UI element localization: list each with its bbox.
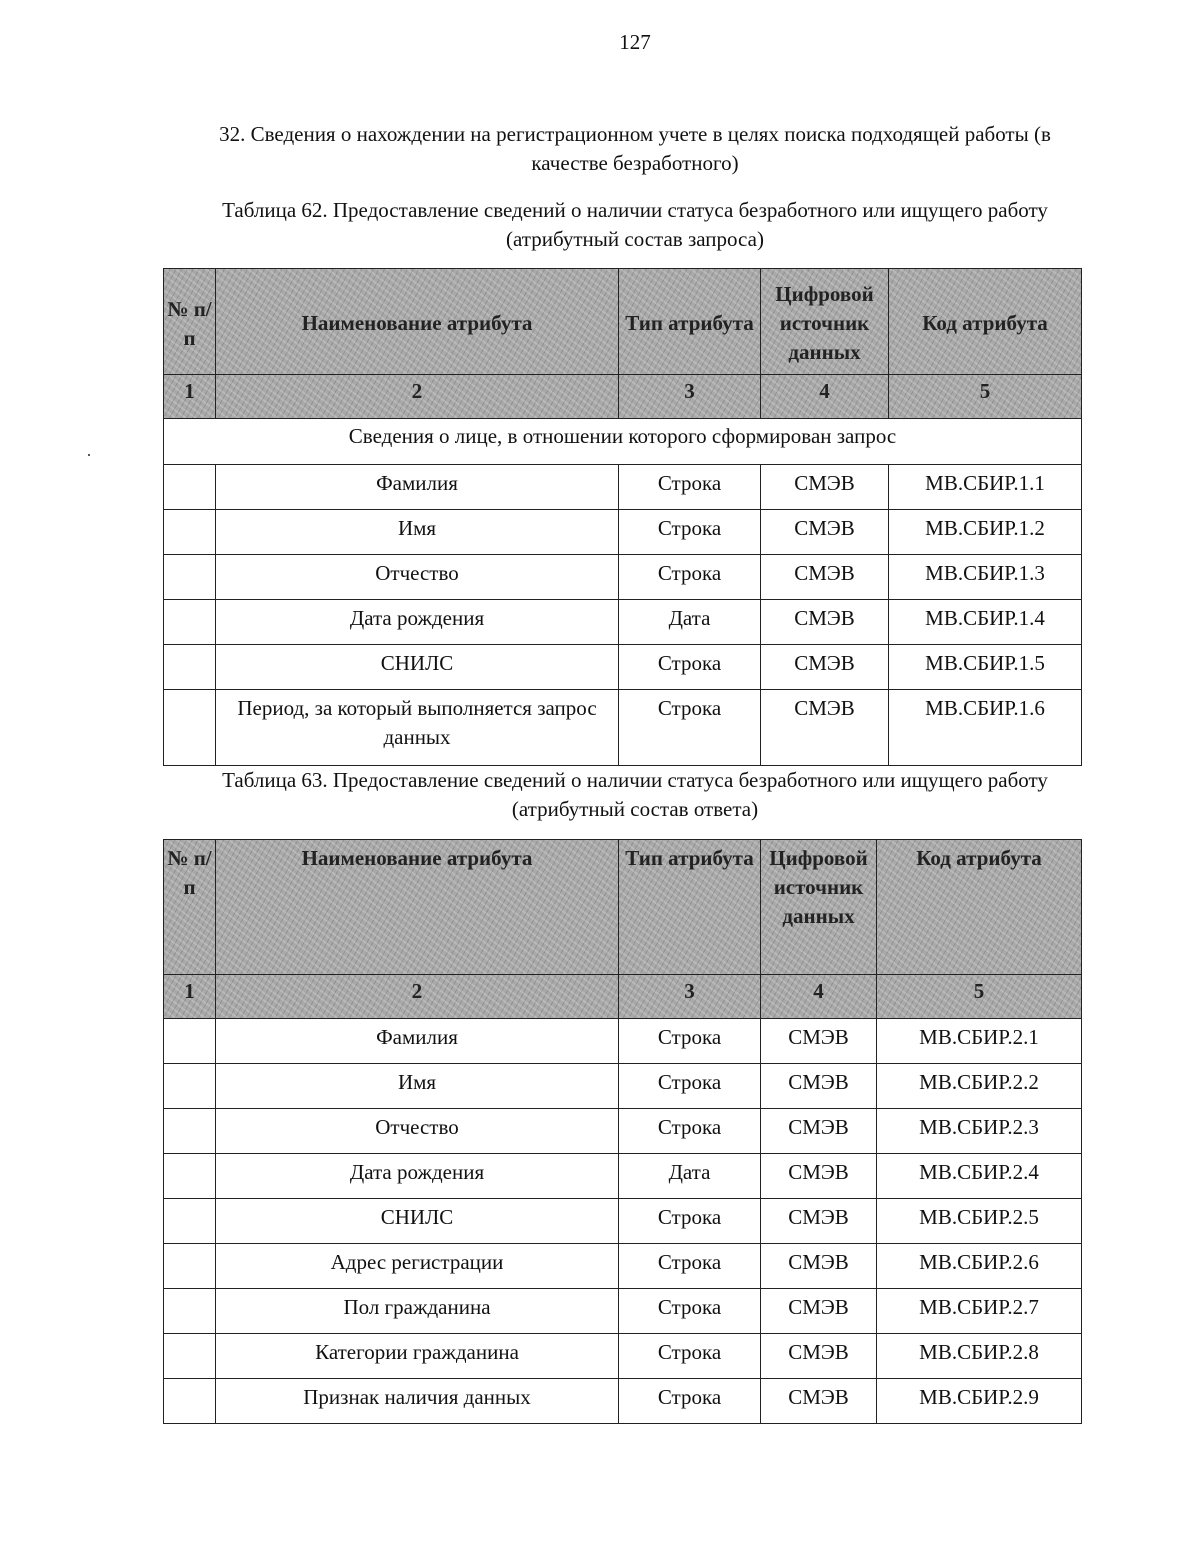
cell-attribute-name: Пол гражданина [216, 1289, 619, 1334]
cell-attribute-type: Строка [619, 465, 761, 510]
table-63-header-row [164, 840, 1082, 975]
header-attribute-code: Код атрибута [889, 269, 1082, 375]
cell-attribute-type: Строка [619, 1379, 761, 1424]
cell-number [164, 1334, 216, 1379]
table-row [164, 1244, 1082, 1289]
cell-number [164, 1199, 216, 1244]
table-row [164, 600, 1082, 645]
column-number: 1 [164, 375, 216, 419]
column-number: 4 [761, 975, 877, 1019]
cell-attribute-type: Строка [619, 1064, 761, 1109]
cell-number [164, 510, 216, 555]
cell-number [164, 690, 216, 766]
cell-data-source: СМЭВ [761, 510, 889, 555]
header-data-source: Цифровой источник данных [761, 840, 877, 975]
table-row [164, 465, 1082, 510]
table-row [164, 1109, 1082, 1154]
cell-number [164, 1109, 216, 1154]
cell-number [164, 465, 216, 510]
column-number: 2 [216, 975, 619, 1019]
cell-attribute-code: МВ.СБИР.2.2 [877, 1064, 1082, 1109]
cell-data-source: СМЭВ [761, 690, 889, 766]
cell-attribute-name: Имя [216, 1064, 619, 1109]
cell-number [164, 600, 216, 645]
cell-number [164, 1289, 216, 1334]
table-63 [163, 839, 1082, 1424]
table-row [164, 690, 1082, 766]
cell-attribute-type: Строка [619, 555, 761, 600]
table-row [164, 1154, 1082, 1199]
cell-data-source: СМЭВ [761, 600, 889, 645]
cell-attribute-type: Дата [619, 600, 761, 645]
column-number: 3 [619, 375, 761, 419]
column-number: 5 [889, 375, 1082, 419]
table-63-column-numbers [164, 975, 1082, 1019]
cell-number [164, 1064, 216, 1109]
cell-attribute-name: Фамилия [216, 1019, 619, 1064]
cell-attribute-type: Строка [619, 510, 761, 555]
cell-number [164, 645, 216, 690]
cell-attribute-code: МВ.СБИР.2.4 [877, 1154, 1082, 1199]
table-row [164, 645, 1082, 690]
cell-attribute-code: МВ.СБИР.1.1 [889, 465, 1082, 510]
cell-attribute-type: Дата [619, 1154, 761, 1199]
table-row [164, 1379, 1082, 1424]
cell-attribute-name: Адрес регистрации [216, 1244, 619, 1289]
cell-attribute-type: Строка [619, 1109, 761, 1154]
scan-speck [88, 454, 90, 456]
cell-attribute-name: Отчество [216, 1109, 619, 1154]
cell-attribute-type: Строка [619, 645, 761, 690]
cell-data-source: СМЭВ [761, 1064, 877, 1109]
cell-attribute-code: МВ.СБИР.2.1 [877, 1019, 1082, 1064]
cell-data-source: СМЭВ [761, 1334, 877, 1379]
section-heading: 32. Сведения о нахождении на регистрационном учете в целях поиска подходящей работы (в качестве безработного) [219, 122, 1051, 175]
header-attribute-name: Наименование атрибута [216, 840, 619, 975]
table-row [164, 1019, 1082, 1064]
header-attribute-type: Тип атрибута [619, 269, 761, 375]
cell-data-source: СМЭВ [761, 1199, 877, 1244]
column-number: 3 [619, 975, 761, 1019]
table-62-caption: Таблица 62. Предоставление сведений о наличии статуса безработного или ищущего работу (атрибутный состав запроса) [222, 198, 1048, 251]
cell-attribute-name: Имя [216, 510, 619, 555]
cell-data-source: СМЭВ [761, 1289, 877, 1334]
cell-attribute-code: МВ.СБИР.1.4 [889, 600, 1082, 645]
cell-attribute-code: МВ.СБИР.1.3 [889, 555, 1082, 600]
table-row [164, 555, 1082, 600]
cell-data-source: СМЭВ [761, 465, 889, 510]
cell-attribute-code: МВ.СБИР.1.5 [889, 645, 1082, 690]
cell-attribute-type: Строка [619, 1199, 761, 1244]
table-62-group-row [164, 419, 1082, 465]
cell-attribute-code: МВ.СБИР.2.3 [877, 1109, 1082, 1154]
cell-number [164, 1379, 216, 1424]
cell-data-source: СМЭВ [761, 1109, 877, 1154]
cell-number [164, 555, 216, 600]
cell-data-source: СМЭВ [761, 1154, 877, 1199]
table-row [164, 510, 1082, 555]
cell-attribute-type: Строка [619, 1334, 761, 1379]
cell-attribute-name: СНИЛС [216, 1199, 619, 1244]
cell-attribute-type: Строка [619, 1244, 761, 1289]
cell-attribute-type: Строка [619, 1019, 761, 1064]
table-row [164, 1064, 1082, 1109]
header-attribute-name: Наименование атрибута [216, 269, 619, 375]
cell-attribute-code: МВ.СБИР.1.6 [889, 690, 1082, 766]
cell-attribute-name: Дата рождения [216, 1154, 619, 1199]
cell-number [164, 1154, 216, 1199]
table-62-column-numbers [164, 375, 1082, 419]
cell-data-source: СМЭВ [761, 1019, 877, 1064]
column-number: 2 [216, 375, 619, 419]
cell-attribute-code: МВ.СБИР.2.5 [877, 1199, 1082, 1244]
cell-attribute-code: МВ.СБИР.1.2 [889, 510, 1082, 555]
cell-attribute-code: МВ.СБИР.2.7 [877, 1289, 1082, 1334]
cell-attribute-code: МВ.СБИР.2.9 [877, 1379, 1082, 1424]
column-number: 1 [164, 975, 216, 1019]
cell-attribute-type: Строка [619, 690, 761, 766]
cell-data-source: СМЭВ [761, 1379, 877, 1424]
cell-number [164, 1244, 216, 1289]
column-number: 4 [761, 375, 889, 419]
header-data-source: Цифровой источник данных [761, 269, 889, 375]
header-number: № п/п [164, 840, 216, 975]
table-row [164, 1199, 1082, 1244]
cell-data-source: СМЭВ [761, 1244, 877, 1289]
cell-attribute-name: Категории гражданина [216, 1334, 619, 1379]
table-63-caption: Таблица 63. Предоставление сведений о наличии статуса безработного или ищущего работу (атрибутный состав ответа) [222, 768, 1048, 821]
cell-attribute-code: МВ.СБИР.2.8 [877, 1334, 1082, 1379]
table-row [164, 1289, 1082, 1334]
header-number: № п/п [164, 269, 216, 375]
group-label: Сведения о лице, в отношении которого сформирован запрос [164, 419, 1082, 465]
cell-attribute-type: Строка [619, 1289, 761, 1334]
cell-attribute-code: МВ.СБИР.2.6 [877, 1244, 1082, 1289]
table-62-header-row [164, 269, 1082, 375]
cell-attribute-name: Признак наличия данных [216, 1379, 619, 1424]
table-62 [163, 268, 1082, 766]
cell-attribute-name: Отчество [216, 555, 619, 600]
cell-number [164, 1019, 216, 1064]
cell-data-source: СМЭВ [761, 555, 889, 600]
column-number: 5 [877, 975, 1082, 1019]
header-attribute-code: Код атрибута [877, 840, 1082, 975]
page-number: 127 [619, 30, 651, 54]
table-row [164, 1334, 1082, 1379]
cell-attribute-name: Фамилия [216, 465, 619, 510]
cell-attribute-name: Период, за который выполняется запрос данных [216, 690, 619, 766]
cell-attribute-name: СНИЛС [216, 645, 619, 690]
header-attribute-type: Тип атрибута [619, 840, 761, 975]
cell-attribute-name: Дата рождения [216, 600, 619, 645]
cell-data-source: СМЭВ [761, 645, 889, 690]
